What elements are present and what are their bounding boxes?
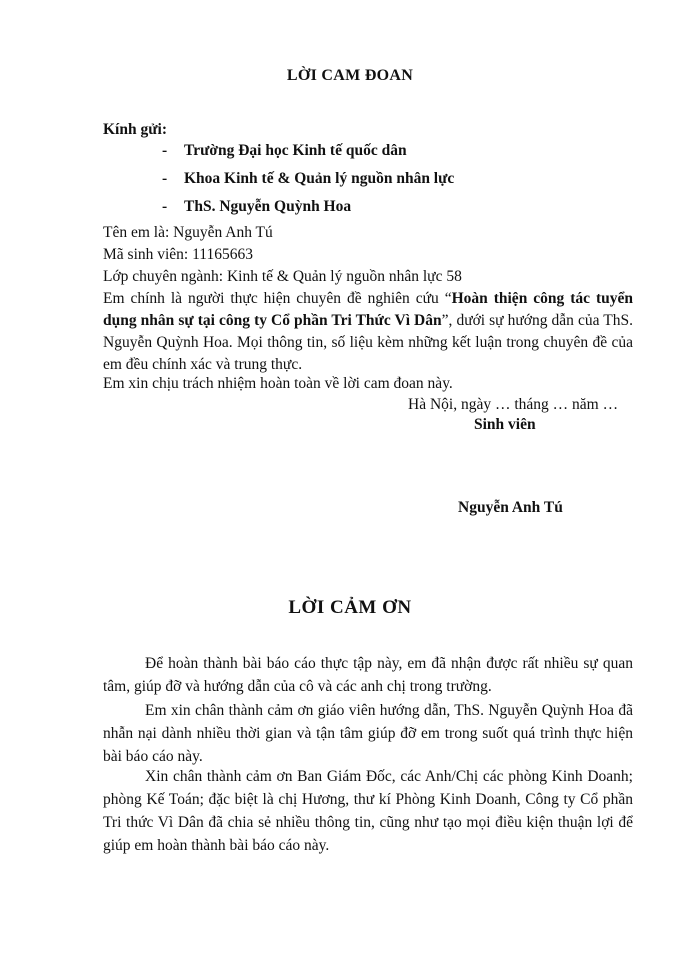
bullet: - bbox=[162, 198, 168, 215]
signer-role: Sinh viên bbox=[474, 416, 536, 433]
commitment-title: LỜI CAM ĐOAN bbox=[286, 67, 414, 84]
recipient-label: Khoa Kinh tế & Quản lý nguồn nhân lực bbox=[184, 170, 455, 187]
recipient-1 bbox=[162, 142, 407, 160]
thanks-paragraph-3: Xin chân thành cảm ơn Ban Giám Đốc, các Anh/Chị các phòng Kinh Doanh; phòng Kế Toán; đặc biệt là chị Hương, thư kí Phòng Kinh Doanh, Công ty Cổ phần Tri thức Vì Dân đã chia sẻ nhiều thông tin, cũng như tạo mọi điều kiện thuận lợi để giúp em hoàn thành bài báo cáo này. bbox=[103, 768, 633, 854]
responsibility-statement: Em xin chịu trách nhiệm hoàn toàn về lời cam đoan này. bbox=[103, 375, 453, 392]
body-pre: Em chính là người thực hiện chuyên đề nghiên cứu “ bbox=[103, 290, 452, 307]
student-name-line: Tên em là: Nguyễn Anh Tú bbox=[103, 224, 273, 241]
bullet: - bbox=[162, 170, 168, 187]
thanks-paragraph-2: Em xin chân thành cảm ơn giáo viên hướng dẫn, ThS. Nguyễn Quỳnh Hoa đã nhẫn nại dành nhiều thời gian và tận tâm giúp đỡ em trong suốt quá trình thực hiện bài báo cáo này. bbox=[103, 702, 633, 765]
thesis-title: Hoàn thiện công tác tuyển dụng nhân sự tại công ty Cổ phần Tri Thức Vì Dân bbox=[103, 290, 633, 329]
commitment-body bbox=[103, 288, 633, 376]
recipient-2 bbox=[162, 170, 454, 188]
signer-name: Nguyễn Anh Tú bbox=[458, 499, 563, 516]
place-date: Hà Nội, ngày … tháng … năm … bbox=[408, 396, 619, 413]
body-post: ”, dưới sự hướng dẫn của ThS. Nguyễn Quỳnh Hoa. Mọi thông tin, số liệu kèm những kết luận trong chuyên đề của em đều chính xác và trung thực. bbox=[103, 312, 633, 373]
thanks-title: LỜI CẢM ƠN bbox=[288, 597, 412, 618]
student-id-line: Mã sinh viên: 11165663 bbox=[103, 246, 253, 263]
thanks-paragraph-1: Để hoàn thành bài báo cáo thực tập này, em đã nhận được rất nhiều sự quan tâm, giúp đỡ và hướng dẫn của cô và các anh chị trong trường. bbox=[103, 655, 633, 695]
recipient-label: Trường Đại học Kinh tế quốc dân bbox=[184, 142, 407, 159]
bullet: - bbox=[162, 142, 168, 159]
greeting: Kính gửi: bbox=[103, 121, 167, 138]
recipient-label: ThS. Nguyễn Quỳnh Hoa bbox=[184, 198, 352, 215]
recipient-3 bbox=[162, 198, 351, 216]
class-line: Lớp chuyên ngành: Kinh tế & Quản lý nguồn nhân lực 58 bbox=[103, 268, 462, 285]
